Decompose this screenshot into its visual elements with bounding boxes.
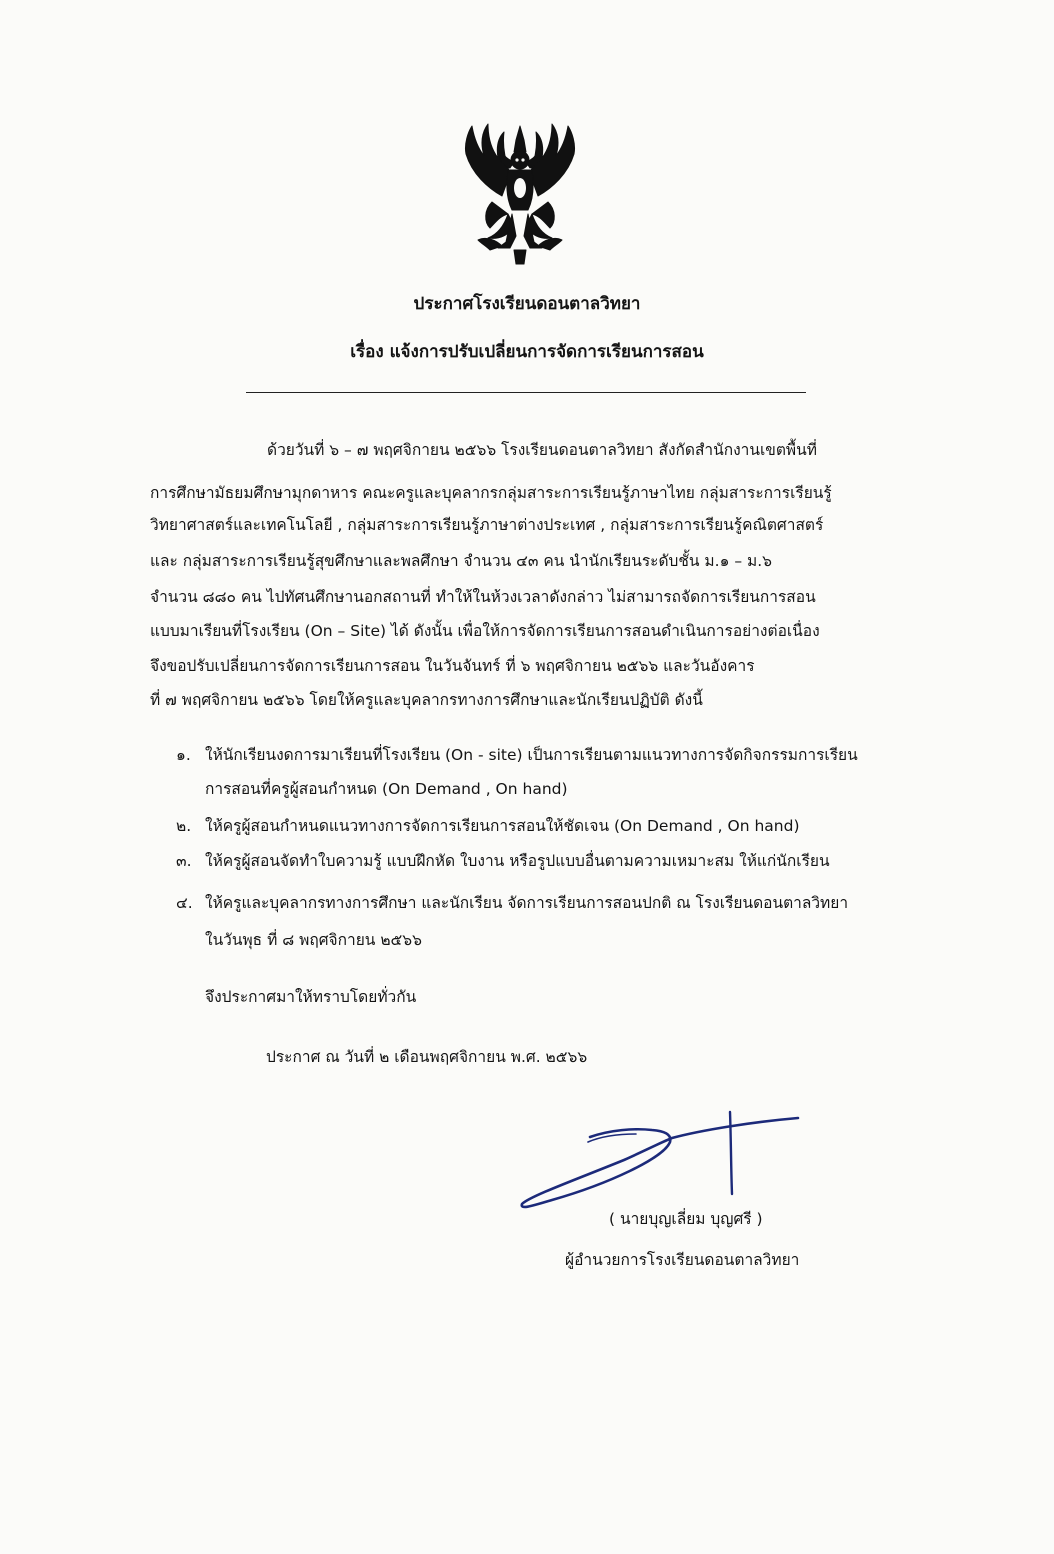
item-line: ให้นักเรียนงดการมาเรียนที่โรงเรียน (On - site) เป็นการเรียนตามแนวทางการจัดกิจกรรมการเรียน xyxy=(205,746,858,764)
item-number: ๒. xyxy=(176,817,192,835)
signer-position: ผู้อำนวยการโรงเรียนดอนตาลวิทยา xyxy=(565,1251,800,1269)
handwritten-signature-icon xyxy=(512,1100,812,1220)
paragraph-line: การศึกษามัธยมศึกษามุกดาหาร คณะครูและบุคลากรกลุ่มสาระการเรียนรู้ภาษาไทย กลุ่มสาระการเรียนรู้ xyxy=(150,484,832,502)
paragraph-line: ที่ ๗ พฤศจิกายน ๒๕๖๖ โดยให้ครูและบุคลากรทางการศึกษาและนักเรียนปฏิบัติ ดังนี้ xyxy=(150,691,703,709)
item-number: ๑. xyxy=(176,746,191,764)
item-number: ๓. xyxy=(176,852,192,870)
paragraph-line: แบบมาเรียนที่โรงเรียน (On – Site) ได้ ดังนั้น เพื่อให้การจัดการเรียนการสอนดำเนินการอย่างต่อเนื่อง xyxy=(150,622,820,640)
item-line: การสอนที่ครูผู้สอนกำหนด (On Demand , On hand) xyxy=(205,780,568,798)
closing-statement: จึงประกาศมาให้ทราบโดยทั่วกัน xyxy=(205,988,417,1006)
paragraph-line: วิทยาศาสตร์และเทคโนโลยี , กลุ่มสาระการเรียนรู้ภาษาต่างประเทศ , กลุ่มสาระการเรียนรู้คณิตศาสตร์ xyxy=(150,516,824,534)
title-divider xyxy=(246,392,806,393)
signer-name: ( นายบุญเลี่ยม บุญศรี ) xyxy=(609,1210,763,1228)
item-number: ๔. xyxy=(176,894,193,912)
paragraph-line: ด้วยวันที่ ๖ – ๗ พฤศจิกายน ๒๕๖๖ โรงเรียนดอนตาลวิทยา สังกัดสำนักงานเขตพื้นที่ xyxy=(267,441,817,459)
paragraph-line: จึงขอปรับเปลี่ยนการจัดการเรียนการสอน ในวันจันทร์ ที่ ๖ พฤศจิกายน ๒๕๖๖ และวันอังคาร xyxy=(150,657,755,675)
item-line: ให้ครูผู้สอนจัดทำใบความรู้ แบบฝึกหัด ใบงาน หรือรูปแบบอื่นตามความเหมาะสม ให้แก่นักเรียน xyxy=(205,852,830,870)
paragraph-line: จำนวน ๘๘๐ คน ไปทัศนศึกษานอกสถานที่ ทำให้ในห้วงเวลาดังกล่าว ไม่สามารถจัดการเรียนการสอน xyxy=(150,588,816,606)
item-line: ในวันพุธ ที่ ๘ พฤศจิกายน ๒๕๖๖ xyxy=(205,931,422,949)
announcement-date: ประกาศ ณ วันที่ ๒ เดือนพฤศจิกายน พ.ศ. ๒๕๖๖ xyxy=(266,1048,588,1066)
announcement-title: ประกาศโรงเรียนดอนตาลวิทยา xyxy=(413,294,641,314)
garuda-emblem-icon xyxy=(458,118,582,266)
announcement-subject: เรื่อง แจ้งการปรับเปลี่ยนการจัดการเรียนการสอน xyxy=(350,342,704,362)
paragraph-line: และ กลุ่มสาระการเรียนรู้สุขศึกษาและพลศึกษา จำนวน ๔๓ คน นำนักเรียนระดับชั้น ม.๑ – ม.๖ xyxy=(150,552,772,570)
item-line: ให้ครูและบุคลากรทางการศึกษา และนักเรียน จัดการเรียนการสอนปกติ ณ โรงเรียนดอนตาลวิทยา xyxy=(205,894,849,912)
item-line: ให้ครูผู้สอนกำหนดแนวทางการจัดการเรียนการสอนให้ชัดเจน (On Demand , On hand) xyxy=(205,817,800,835)
